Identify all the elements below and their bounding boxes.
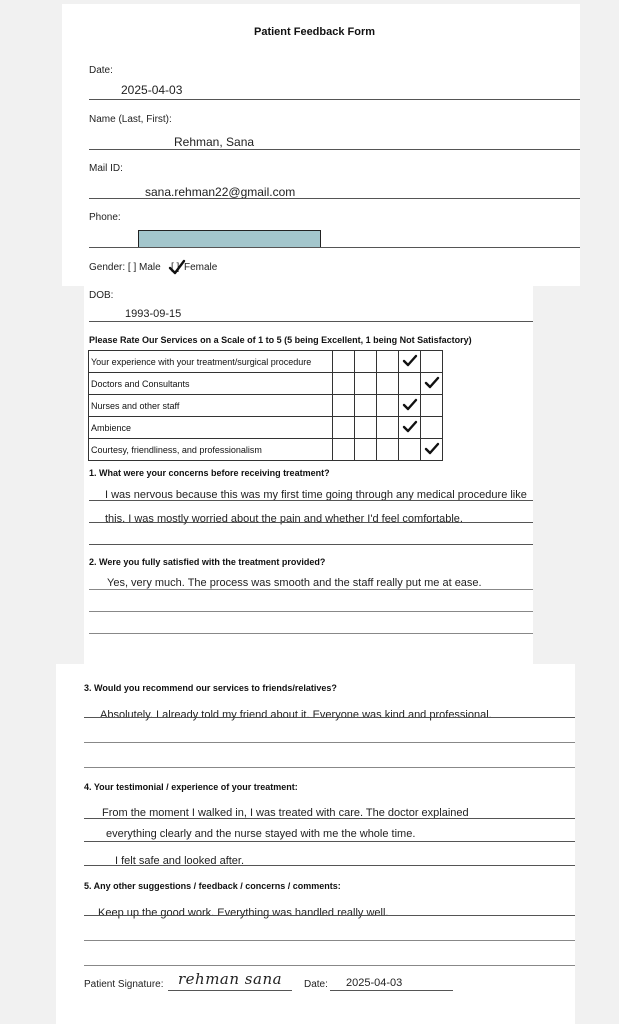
rating-row-label: Ambience [89, 417, 333, 439]
mail-line [89, 198, 580, 199]
answer-2-rule-2 [89, 611, 533, 612]
rating-cell-1[interactable] [333, 395, 355, 417]
answer-2-line-1[interactable]: Yes, very much. The process was smooth and the staff really put me at ease. [107, 577, 482, 589]
question-1: 1. What were your concerns before receiving treatment? [89, 468, 330, 478]
question-3: 3. Would you recommend our services to friends/relatives? [84, 683, 337, 693]
rating-cell-1[interactable] [333, 417, 355, 439]
answer-5-rule-2 [84, 940, 575, 941]
dob-label: DOB: [89, 290, 114, 301]
answer-3-rule-2 [84, 742, 575, 743]
rating-cell-4[interactable] [399, 395, 421, 417]
check-icon [401, 353, 419, 369]
patient-signature[interactable]: rehman sana [178, 970, 283, 988]
rating-cell-1[interactable] [333, 373, 355, 395]
rating-table [88, 350, 443, 461]
answer-3-rule-1 [84, 717, 575, 718]
rating-cell-3[interactable] [377, 351, 399, 373]
answer-2-rule-3 [89, 633, 533, 634]
answer-4-line-2[interactable]: everything clearly and the nurse stayed with me the whole time. [106, 828, 416, 840]
answer-1-rule-2 [89, 522, 533, 523]
rating-cell-3[interactable] [377, 417, 399, 439]
date-line [89, 99, 580, 100]
gender-label: Gender: [ ] Male [89, 262, 161, 273]
question-5: 5. Any other suggestions / feedback / concerns / comments: [84, 881, 341, 891]
rating-cell-4[interactable] [399, 417, 421, 439]
signature-line [168, 990, 292, 991]
rating-row-label: Courtesy, friendliness, and professionalism [89, 439, 333, 461]
form-title: Patient Feedback Form [254, 26, 376, 38]
rating-cell-3[interactable] [377, 395, 399, 417]
footer-date-line [330, 990, 453, 991]
rating-row-label: Nurses and other staff [89, 395, 333, 417]
rating-cell-5[interactable] [421, 395, 443, 417]
rating-cell-2[interactable] [355, 395, 377, 417]
phone-label: Phone: [89, 212, 121, 223]
mail-label: Mail ID: [89, 163, 123, 174]
rating-heading: Please Rate Our Services on a Scale of 1 to 5 (5 being Excellent, 1 being Not Satisfactory) [89, 335, 472, 345]
rating-cell-5[interactable] [421, 439, 443, 461]
answer-4-rule-2 [84, 841, 575, 842]
rating-row-label: Doctors and Consultants [89, 373, 333, 395]
dob-value[interactable]: 1993-09-15 [125, 308, 182, 320]
question-4: 4. Your testimonial / experience of your treatment: [84, 782, 298, 792]
answer-1-rule-1 [89, 500, 533, 501]
footer-date-label: Date: [304, 979, 328, 990]
check-icon [401, 397, 419, 413]
name-label: Name (Last, First): [89, 114, 172, 125]
answer-1-rule-3 [89, 544, 533, 545]
answer-4-line-3[interactable]: I felt safe and looked after. [115, 855, 245, 867]
check-icon [401, 419, 419, 435]
phone-line [89, 247, 580, 248]
rating-cell-3[interactable] [377, 373, 399, 395]
rating-row [89, 439, 443, 461]
footer-date-value[interactable]: 2025-04-03 [346, 977, 403, 989]
rating-cell-5[interactable] [421, 417, 443, 439]
gender-female-label: Female [184, 262, 218, 273]
rating-cell-2[interactable] [355, 439, 377, 461]
mail-value[interactable]: sana.rehman22@gmail.com [145, 185, 296, 199]
answer-5-rule-1 [84, 915, 575, 916]
rating-row-label: Your experience with your treatment/surgical procedure [89, 351, 333, 373]
rating-cell-1[interactable] [333, 439, 355, 461]
date-label: Date: [89, 65, 113, 76]
answer-3-line-1[interactable]: Absolutely. I already told my friend about it. Everyone was kind and professional. [100, 709, 492, 721]
rating-cell-4[interactable] [399, 439, 421, 461]
rating-cell-1[interactable] [333, 351, 355, 373]
rating-cell-2[interactable] [355, 373, 377, 395]
name-line [89, 149, 580, 150]
answer-2-rule-1 [89, 589, 533, 590]
rating-row [89, 395, 443, 417]
name-value[interactable]: Rehman, Sana [174, 135, 255, 149]
rating-cell-4[interactable] [399, 351, 421, 373]
gender-female-bracket: [ ] [171, 262, 180, 273]
answer-4-line-1[interactable]: From the moment I walked in, I was treated with care. The doctor explained [102, 807, 469, 819]
rating-cell-4[interactable] [399, 373, 421, 395]
date-value[interactable]: 2025-04-03 [121, 83, 183, 97]
answer-4-rule-3 [84, 865, 575, 866]
answer-5-line-1[interactable]: Keep up the good work. Everything was handled really well. [98, 907, 389, 919]
rating-cell-3[interactable] [377, 439, 399, 461]
answer-4-rule-1 [84, 818, 575, 819]
rating-cell-5[interactable] [421, 373, 443, 395]
rating-cell-2[interactable] [355, 351, 377, 373]
rating-cell-2[interactable] [355, 417, 377, 439]
answer-5-rule-3 [84, 965, 575, 966]
rating-cell-5[interactable] [421, 351, 443, 373]
question-2: 2. Were you fully satisfied with the treatment provided? [89, 557, 326, 567]
rating-row [89, 351, 443, 373]
signature-label: Patient Signature: [84, 979, 164, 990]
rating-row [89, 373, 443, 395]
answer-1-line-1[interactable]: I was nervous because this was my first time going through any medical procedure like [105, 489, 527, 501]
dob-line [89, 321, 533, 322]
check-icon [423, 375, 441, 391]
check-icon [423, 441, 441, 457]
phone-redaction-box[interactable] [138, 230, 321, 248]
answer-3-rule-3 [84, 767, 575, 768]
answer-1-line-2[interactable]: this. I was mostly worried about the pain and whether I'd feel comfortable. [105, 513, 463, 525]
rating-row [89, 417, 443, 439]
